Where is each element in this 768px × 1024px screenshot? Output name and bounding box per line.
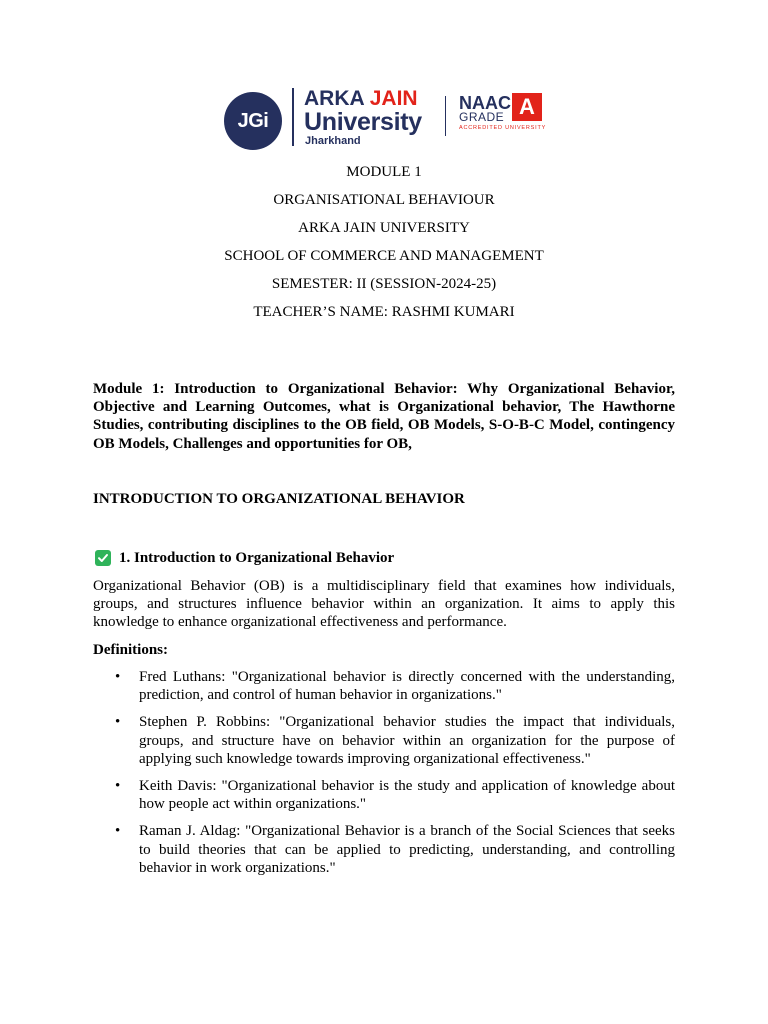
intro-paragraph: Organizational Behavior (OB) is a multidisciplinary field that examines how individuals, groups, and structures influence behavior within an organization. It aims to apply this knowledge to enhance organizational effectiveness and performance. [93,578,675,631]
sub-heading [93,549,675,567]
school-name: SCHOOL OF COMMERCE AND MANAGEMENT [224,248,544,264]
naac-label: NAAC [459,93,511,113]
university-name: ARKA JAIN UNIVERSITY [298,220,470,236]
logo-divider [292,88,294,146]
jgi-logo-icon [224,92,282,150]
list-item [93,668,675,704]
definitions-label: Definitions: [93,642,168,658]
university-logo [224,87,547,148]
logo-university: University [304,108,422,136]
logo-arka: ARKA [304,87,364,110]
teacher-name: TEACHER’S NAME: RASHMI KUMARI [253,304,515,320]
definition-text: Stephen P. Robbins: "Organizational behavior studies the impact that individuals, groups, and structure have on behavior within an organization for the purpose of applying such knowledge towards improving organizational effectiveness." [139,714,675,767]
jgi-text: JGi [237,109,269,132]
list-item [93,777,675,813]
logo-location: Jharkhand [305,135,361,147]
bullet-icon: • [115,714,121,731]
logo-jain: JAIN [369,87,418,110]
bullet-icon: • [115,669,121,685]
bullet-icon: • [115,823,121,840]
bullet-icon: • [115,778,121,795]
check-box-icon [95,550,111,566]
definition-text: Raman J. Aldag: "Organizational Behavior is a branch of the Social Sciences that seeks to build theories that can be applied to predicting, understanding, and controlling behavior in work organizations." [139,823,675,876]
list-item [93,713,675,768]
definition-text: Fred Luthans: "Organizational behavior is directly concerned with the understanding, prediction, and control of human behavior in organizations." [139,669,675,704]
accredited-label: ACCREDITED UNIVERSITY [459,125,547,131]
grade-label: GRADE [459,110,505,124]
subject-title: ORGANISATIONAL BEHAVIOUR [273,192,495,208]
module-summary: Module 1: Introduction to Organizational Behavior: Why Organizational Behavior, Objective and Learning Outcomes, what is Organizational behavior, The Hawthorne Studies, contributing disciplines to the OB field, OB Models, S-O-B-C Model, contingency OB Models, Challenges and opportunities for OB, [93,381,675,452]
section-heading: INTRODUCTION TO ORGANIZATIONAL BEHAVIOR [93,491,465,507]
semester-info: SEMESTER: II (SESSION-2024-25) [271,276,497,292]
definitions-list [93,668,675,886]
logo-divider-naac [445,96,446,136]
sub-heading-text: 1. Introduction to Organizational Behavior [119,550,395,566]
module-title: MODULE 1 [346,164,422,180]
title-block [0,158,768,326]
grade-badge: A [512,93,542,121]
definition-text: Keith Davis: "Organizational behavior is the study and application of knowledge about how people act within organizations." [139,778,675,813]
list-item [93,822,675,877]
